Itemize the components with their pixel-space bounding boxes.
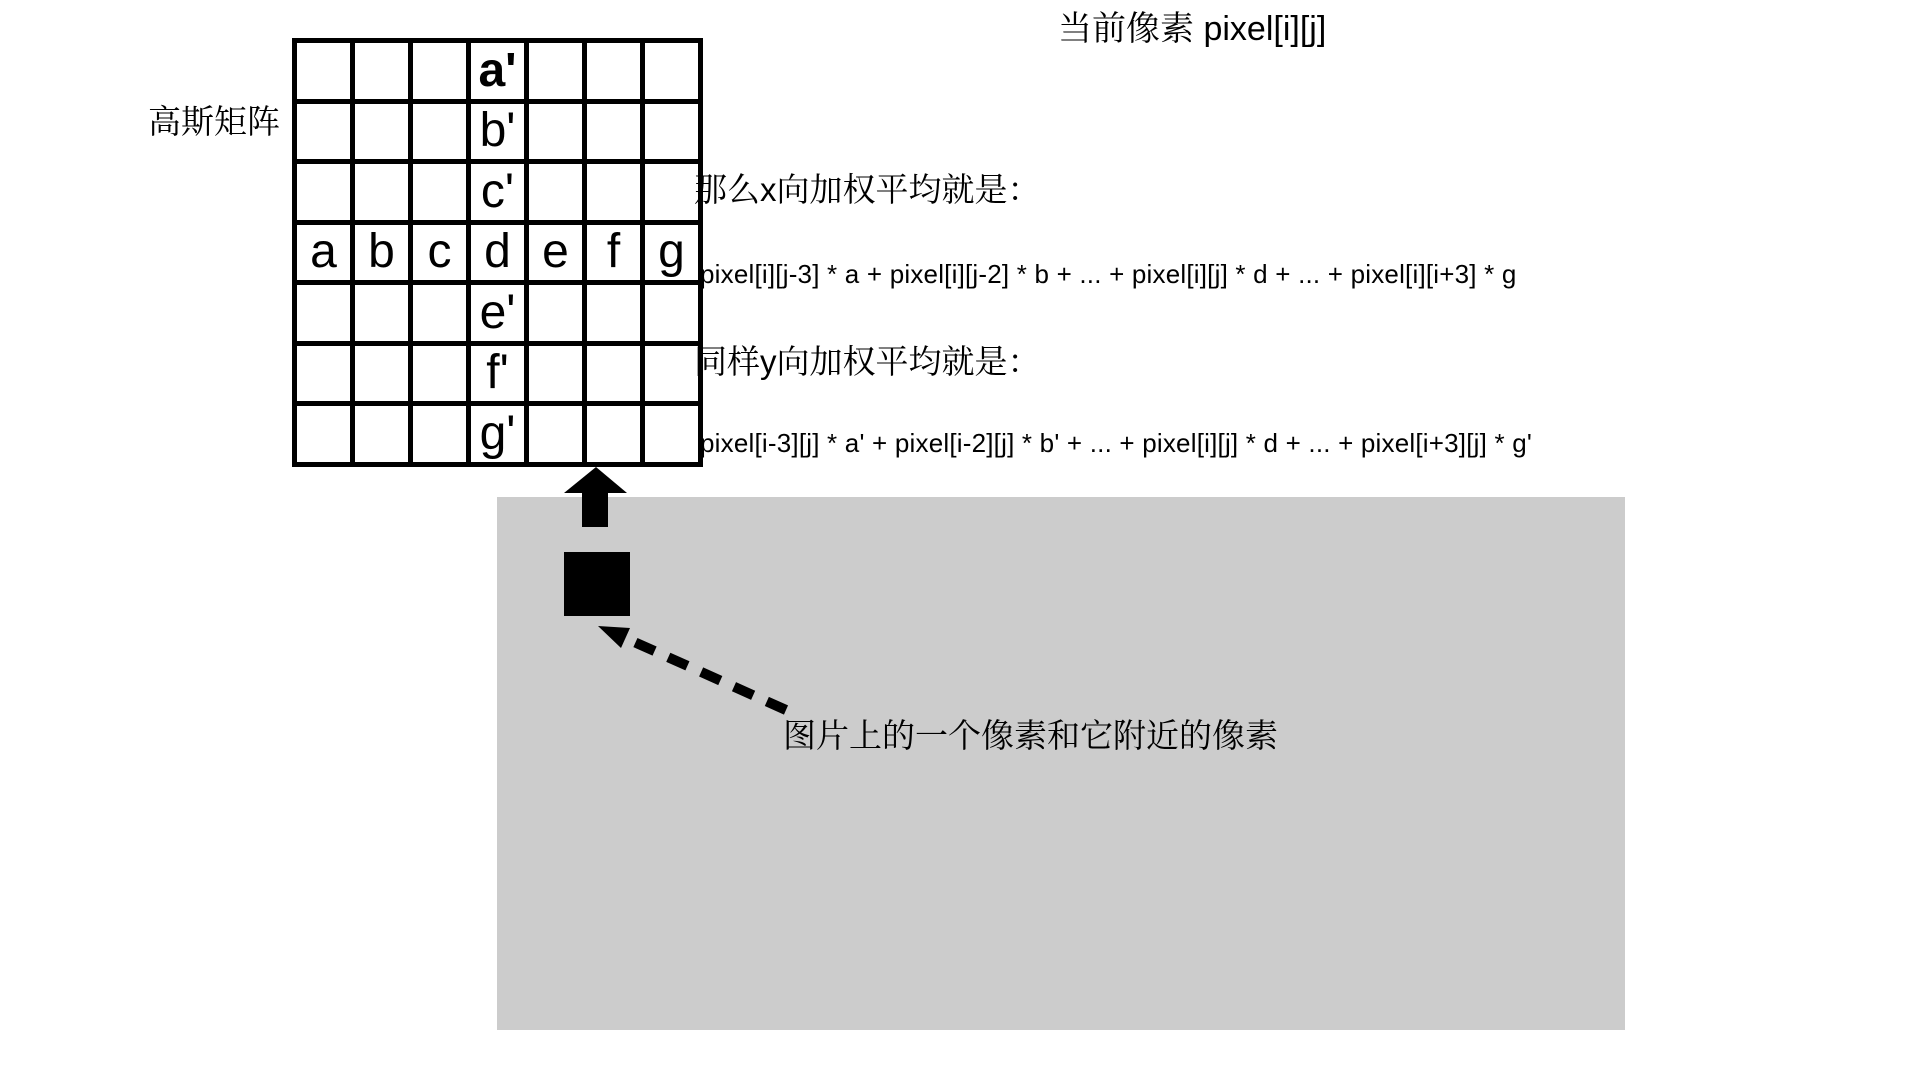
image-region	[497, 497, 1625, 1030]
gauss-grid	[292, 38, 703, 467]
grid-cell-r4c1: a	[297, 225, 350, 281]
grid-cell-r3c7	[645, 164, 698, 220]
gauss-matrix-label: 高斯矩阵	[148, 103, 280, 140]
grid-cell-r5c5	[529, 285, 582, 341]
grid-cell-r4c4: d	[471, 225, 524, 281]
grid-cell-r7c2	[355, 406, 408, 462]
grid-cell-r4c7: g	[645, 225, 698, 281]
x-average-formula: pixel[i][j-3] * a + pixel[i][j-2] * b + ... + pixel[i][j] * d + ... + pixel[i][i+3] * g	[700, 259, 1517, 289]
current-pixel-square	[564, 552, 630, 616]
y-average-heading: 同样y向加权平均就是：	[694, 343, 1041, 380]
grid-cell-r3c1	[297, 164, 350, 220]
up-arrow-head-icon	[564, 467, 627, 493]
grid-cell-r7c5	[529, 406, 582, 462]
grid-cell-r3c2	[355, 164, 408, 220]
x-average-heading: 那么x向加权平均就是：	[694, 171, 1041, 208]
grid-cell-r2c1	[297, 104, 350, 160]
grid-cell-r1c7	[645, 43, 698, 99]
grid-cell-r3c4: c'	[471, 164, 524, 220]
grid-cell-r7c3	[413, 406, 466, 462]
grid-cell-r6c2	[355, 346, 408, 402]
grid-cell-r3c6	[587, 164, 640, 220]
grid-cell-r2c4: b'	[471, 104, 524, 160]
grid-cell-r5c4: e'	[471, 285, 524, 341]
grid-cell-r5c7	[645, 285, 698, 341]
grid-cell-r6c7	[645, 346, 698, 402]
grid-cell-r7c7	[645, 406, 698, 462]
grid-cell-r2c6	[587, 104, 640, 160]
grid-cell-r2c2	[355, 104, 408, 160]
grid-cell-r4c5: e	[529, 225, 582, 281]
grid-cell-r1c6	[587, 43, 640, 99]
grid-cell-r6c3	[413, 346, 466, 402]
grid-cell-r6c1	[297, 346, 350, 402]
grid-cell-r3c3	[413, 164, 466, 220]
grid-cell-r5c3	[413, 285, 466, 341]
grid-cell-r1c3	[413, 43, 466, 99]
grid-cell-r4c2: b	[355, 225, 408, 281]
grid-cell-r1c1	[297, 43, 350, 99]
grid-cell-r7c1	[297, 406, 350, 462]
grid-cell-r6c4: f'	[471, 346, 524, 402]
grid-cell-r2c3	[413, 104, 466, 160]
grid-cell-r7c6	[587, 406, 640, 462]
grid-cell-r7c4: g'	[471, 406, 524, 462]
grid-cell-r4c6: f	[587, 225, 640, 281]
grid-cell-r5c1	[297, 285, 350, 341]
grid-cell-r5c6	[587, 285, 640, 341]
current-pixel-title: 当前像素 pixel[i][j]	[1058, 10, 1327, 48]
grid-cell-r4c3: c	[413, 225, 466, 281]
grid-cell-r1c4: a'	[471, 43, 524, 99]
grid-cell-r6c6	[587, 346, 640, 402]
grid-cell-r5c2	[355, 285, 408, 341]
grid-cell-r3c5	[529, 164, 582, 220]
grid-cell-r6c5	[529, 346, 582, 402]
grid-cell-r1c5	[529, 43, 582, 99]
grid-cell-r1c2	[355, 43, 408, 99]
grid-cell-r2c5	[529, 104, 582, 160]
image-pixel-caption: 图片上的一个像素和它附近的像素	[783, 717, 1278, 754]
y-average-formula: pixel[i-3][j] * a' + pixel[i-2][j] * b' + ... + pixel[i][j] * d + ... + pixel[i+3][j] * g'	[700, 428, 1533, 458]
grid-cell-r2c7	[645, 104, 698, 160]
